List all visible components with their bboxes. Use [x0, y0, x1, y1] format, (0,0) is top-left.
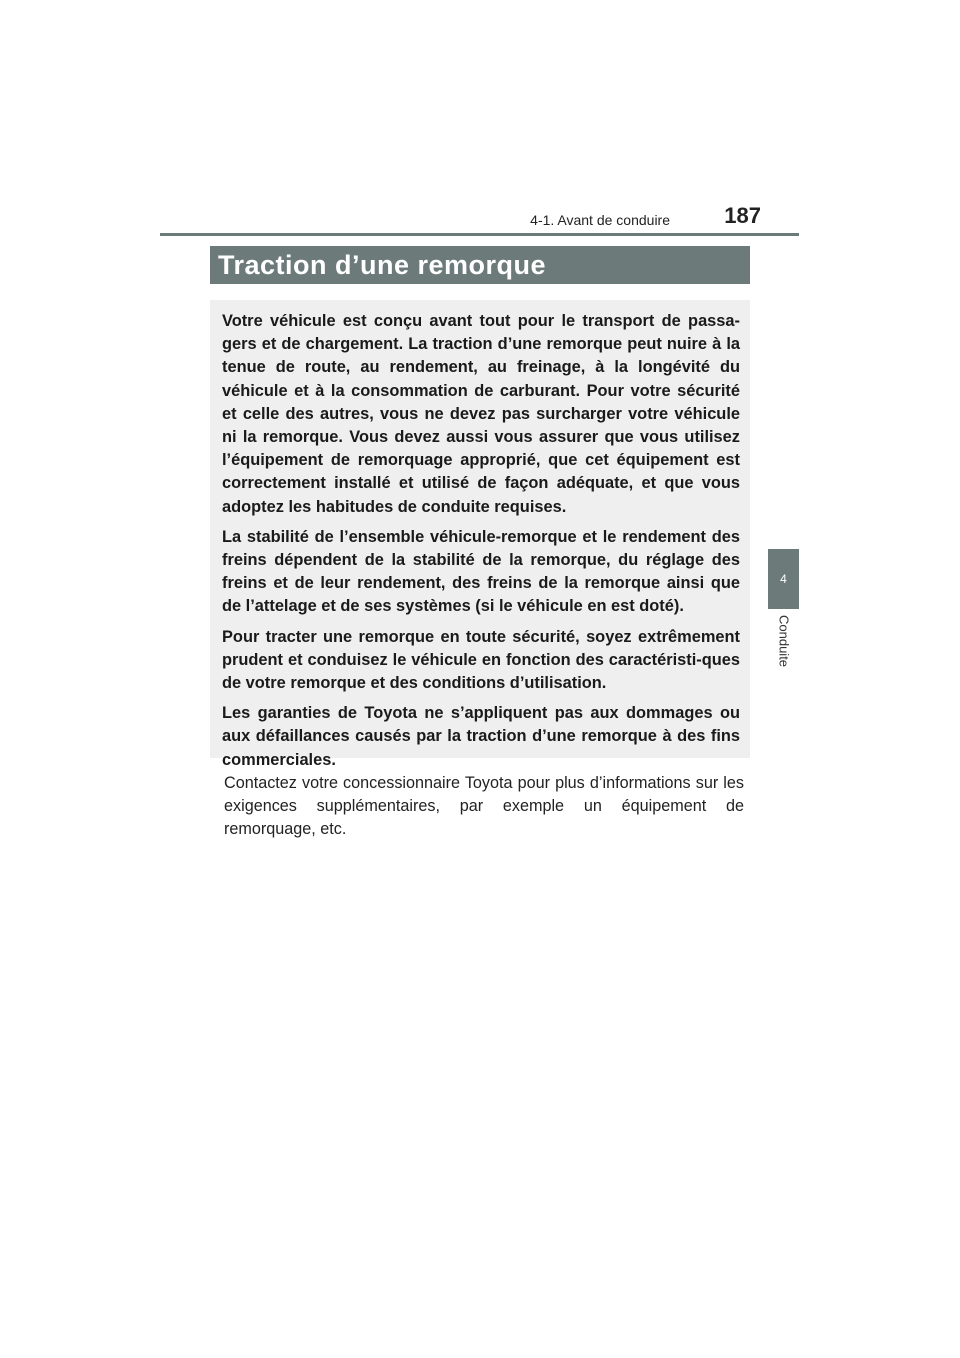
chapter-label: Conduite — [776, 615, 792, 668]
info-paragraph: Votre véhicule est conçu avant tout pour le transport de passa-gers et de chargement. La traction d’une remorque peut nuire à la tenue de route, au rendement, au freinage, à la longévité du véhicule et à la consommation de carburant. Pour votre sécurité et celle des autres, vous ne devez pas surcharger votre véhicule ni la remorque. Vous devez aussi vous assurer que vous utilisez l’équipement de remorquage approprié, que cet équipement est correctement installé et utilisé de façon adéquate, et que vous adoptez les habitudes de conduite requises. — [222, 312, 740, 516]
info-box — [210, 300, 750, 769]
body-paragraph: Contactez votre concessionnaire Toyota pour plus d’informations sur les exigences supplémentaires, par exemple un équipement de remorquage, etc. — [224, 774, 744, 839]
chapter-tab — [768, 549, 799, 609]
section-title: Traction d’une remorque — [210, 246, 750, 284]
header-divider — [160, 233, 799, 236]
info-paragraph: Pour tracter une remorque en toute sécurité, soyez extrêmement prudent et conduisez le véhicule en fonction des caractéristi-ques de votre remorque et des conditions d’utilisation. — [222, 627, 740, 693]
chapter-number: 4 — [780, 572, 787, 586]
info-paragraph: La stabilité de l’ensemble véhicule-remorque et le rendement des freins dépendent de la stabilité de la remorque, du réglage des freins et de leur rendement, des freins de la remorque ainsi que de l’attelage et de ses systèmes (si le véhicule en est doté). — [222, 527, 740, 616]
page-number: 187 — [724, 203, 761, 228]
header-section-title: 4-1. Avant de conduire — [530, 212, 670, 228]
info-paragraph: Les garanties de Toyota ne s’appliquent pas aux dommages ou aux défaillances causés par la traction d’une remorque à des fins commerciales. — [222, 704, 740, 769]
